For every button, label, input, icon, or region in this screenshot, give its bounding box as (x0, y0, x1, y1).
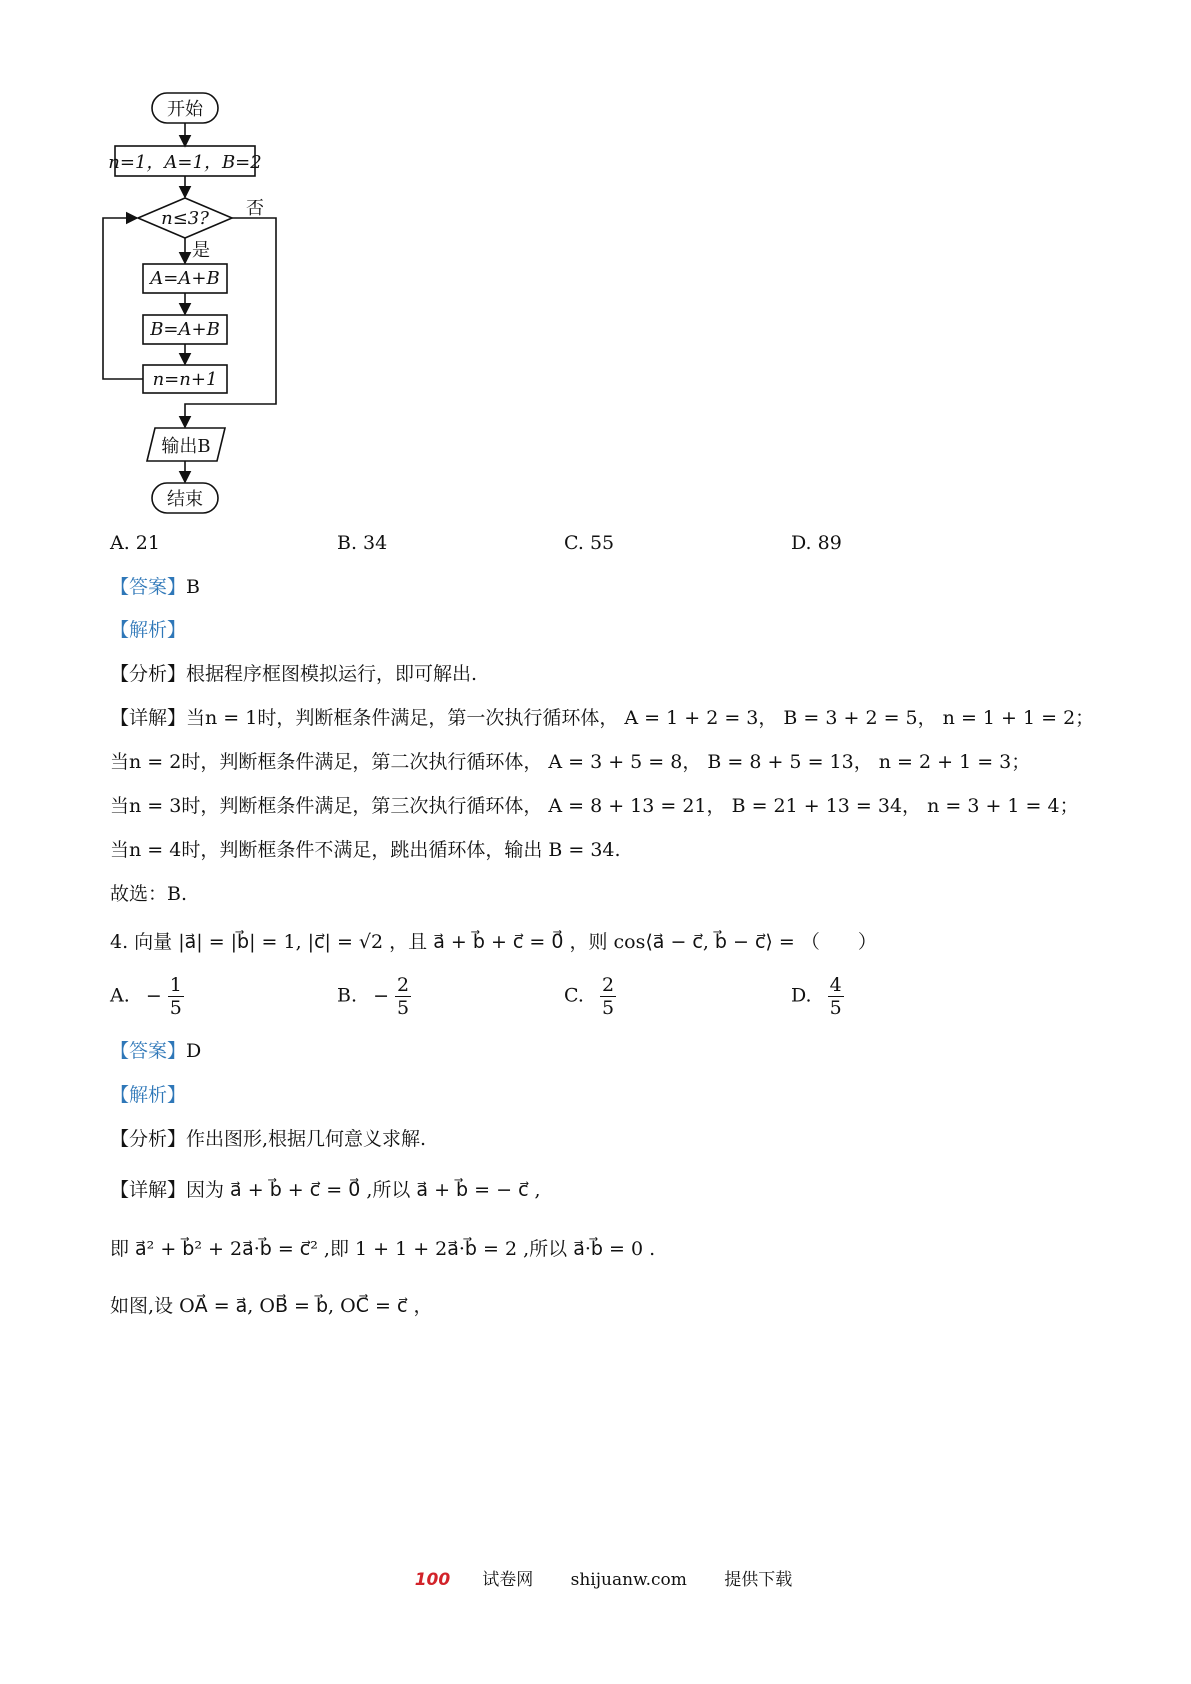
footer-brand: 试卷网 (482, 1570, 534, 1590)
q4-option-b-den: 5 (397, 997, 410, 1019)
footer-logo: 100 (414, 1570, 451, 1590)
q4-option-c (564, 974, 616, 1019)
q3-fenxi-line (110, 660, 477, 688)
q3-jiexi-label: 【解析】 (110, 619, 187, 641)
q3-detail-2: 当n = 2时，判断框条件满足，第二次执行循环体， A = 3 + 5 = 8， B = 8 + 5 = 13， n = 2 + 1 = 3； (110, 751, 1031, 773)
q4-option-b-letter: B. (337, 984, 358, 1007)
q4-fenxi-line (110, 1125, 426, 1153)
q4-option-c-letter: C. (564, 984, 584, 1007)
q3-option-d: D. 89 (791, 532, 842, 554)
flow-output: 输出B (161, 435, 211, 457)
q4-option-b (337, 974, 411, 1019)
q4-stem: 4. 向量 |a⃗| = |b⃗| = 1, |c⃗| = √2 ，且 a⃗ + b⃗ + c⃗ = 0⃗ ，则 cos⟨a⃗ − c⃗, b⃗ − c⃗⟩ = （ ） (110, 931, 877, 953)
q3-answer-line (110, 573, 200, 601)
q3-answer: B (186, 576, 200, 598)
flow-step-b: B=A+B (150, 319, 220, 340)
q4-option-c-num: 2 (601, 974, 615, 996)
q3-detail-1: 当n = 1时，判断框条件满足，第一次执行循环体， A = 1 + 2 = 3， B = 3 + 2 = 5， n = 1 + 1 = 2； (186, 707, 1095, 729)
q4-option-a (110, 974, 184, 1019)
q4-detail-3: 如图,设 OA⃗ = a⃗, OB⃗ = b⃗, OC⃗ = c⃗ ， (110, 1295, 433, 1317)
q4-answer-line (110, 1037, 201, 1065)
q3-detail-4: 当n = 4时，判断框条件不满足，跳出循环体，输出 B = 34. (110, 839, 621, 861)
q3-answer-label: 【答案】 (110, 576, 187, 598)
q3-option-a: A. 21 (110, 532, 160, 554)
flow-init: n=1，A=1，B=2 (108, 152, 262, 173)
q4-detail-2: 即 a⃗² + b⃗² + 2a⃗·b⃗ = c⃗² ,即 1 + 1 + 2a⃗·b⃗ = 2 ,所以 a⃗·b⃗ = 0 . (110, 1238, 656, 1260)
q4-option-a-den: 5 (169, 997, 182, 1019)
q4-option-a-num: 1 (169, 974, 182, 996)
q4-option-b-num: 2 (397, 974, 410, 996)
flow-start: 开始 (167, 99, 203, 120)
flow-no-label: 否 (246, 198, 264, 219)
q3-fenxi: 根据程序框图模拟运行，即可解出. (186, 663, 478, 685)
flow-end: 结束 (167, 489, 203, 510)
flow-condition: n≤3? (161, 207, 209, 229)
q4-answer-label: 【答案】 (110, 1040, 187, 1062)
q3-fenxi-label: 【分析】 (110, 663, 187, 685)
q4-option-d-den: 5 (829, 997, 842, 1019)
q4-option-d-fraction (828, 974, 844, 1019)
q3-detail-3: 当n = 3时，判断框条件满足，第三次执行循环体， A = 8 + 13 = 21， B = 21 + 13 = 34， n = 3 + 1 = 4； (110, 795, 1079, 817)
q3-option-b: B. 34 (337, 532, 388, 554)
footer-site[interactable]: shijuanw.com (570, 1570, 687, 1590)
flow-step-n: n=n+1 (152, 368, 218, 390)
footer-note: 提供下载 (724, 1570, 793, 1590)
q4-answer: D (186, 1040, 202, 1062)
q4-option-b-fraction (395, 974, 411, 1019)
q4-option-c-den: 5 (601, 997, 615, 1019)
flow-step-a: A=A+B (150, 268, 220, 289)
q4-option-c-fraction (600, 974, 616, 1019)
q3-guxuan: 故选：B. (110, 883, 188, 905)
q3-option-c: C. 55 (564, 532, 615, 554)
q4-option-d-num: 4 (829, 974, 842, 996)
q4-option-a-letter: A. (110, 984, 130, 1007)
q4-option-d (791, 974, 844, 1019)
q4-option-a-fraction (168, 974, 184, 1019)
q4-xiangjie-label: 【详解】 (110, 1179, 187, 1201)
flowchart (100, 88, 300, 558)
q4-fenxi-label: 【分析】 (110, 1128, 187, 1150)
q4-fenxi: 作出图形,根据几何意义求解. (186, 1128, 427, 1150)
flow-yes-label: 是 (192, 240, 210, 261)
q4-detail-1: 因为 a⃗ + b⃗ + c⃗ = 0⃗ ,所以 a⃗ + b⃗ = − c⃗ , (186, 1179, 541, 1201)
q3-detail-line-1 (110, 704, 1094, 732)
q4-option-a-sign: − (145, 984, 162, 1007)
page-footer (0, 1565, 1191, 1590)
q4-jiexi-label: 【解析】 (110, 1084, 187, 1106)
q4-detail-line-1 (110, 1176, 541, 1204)
q3-xiangjie-label: 【详解】 (110, 707, 187, 729)
q4-option-d-letter: D. (791, 984, 812, 1007)
q4-option-b-sign: − (373, 984, 389, 1007)
